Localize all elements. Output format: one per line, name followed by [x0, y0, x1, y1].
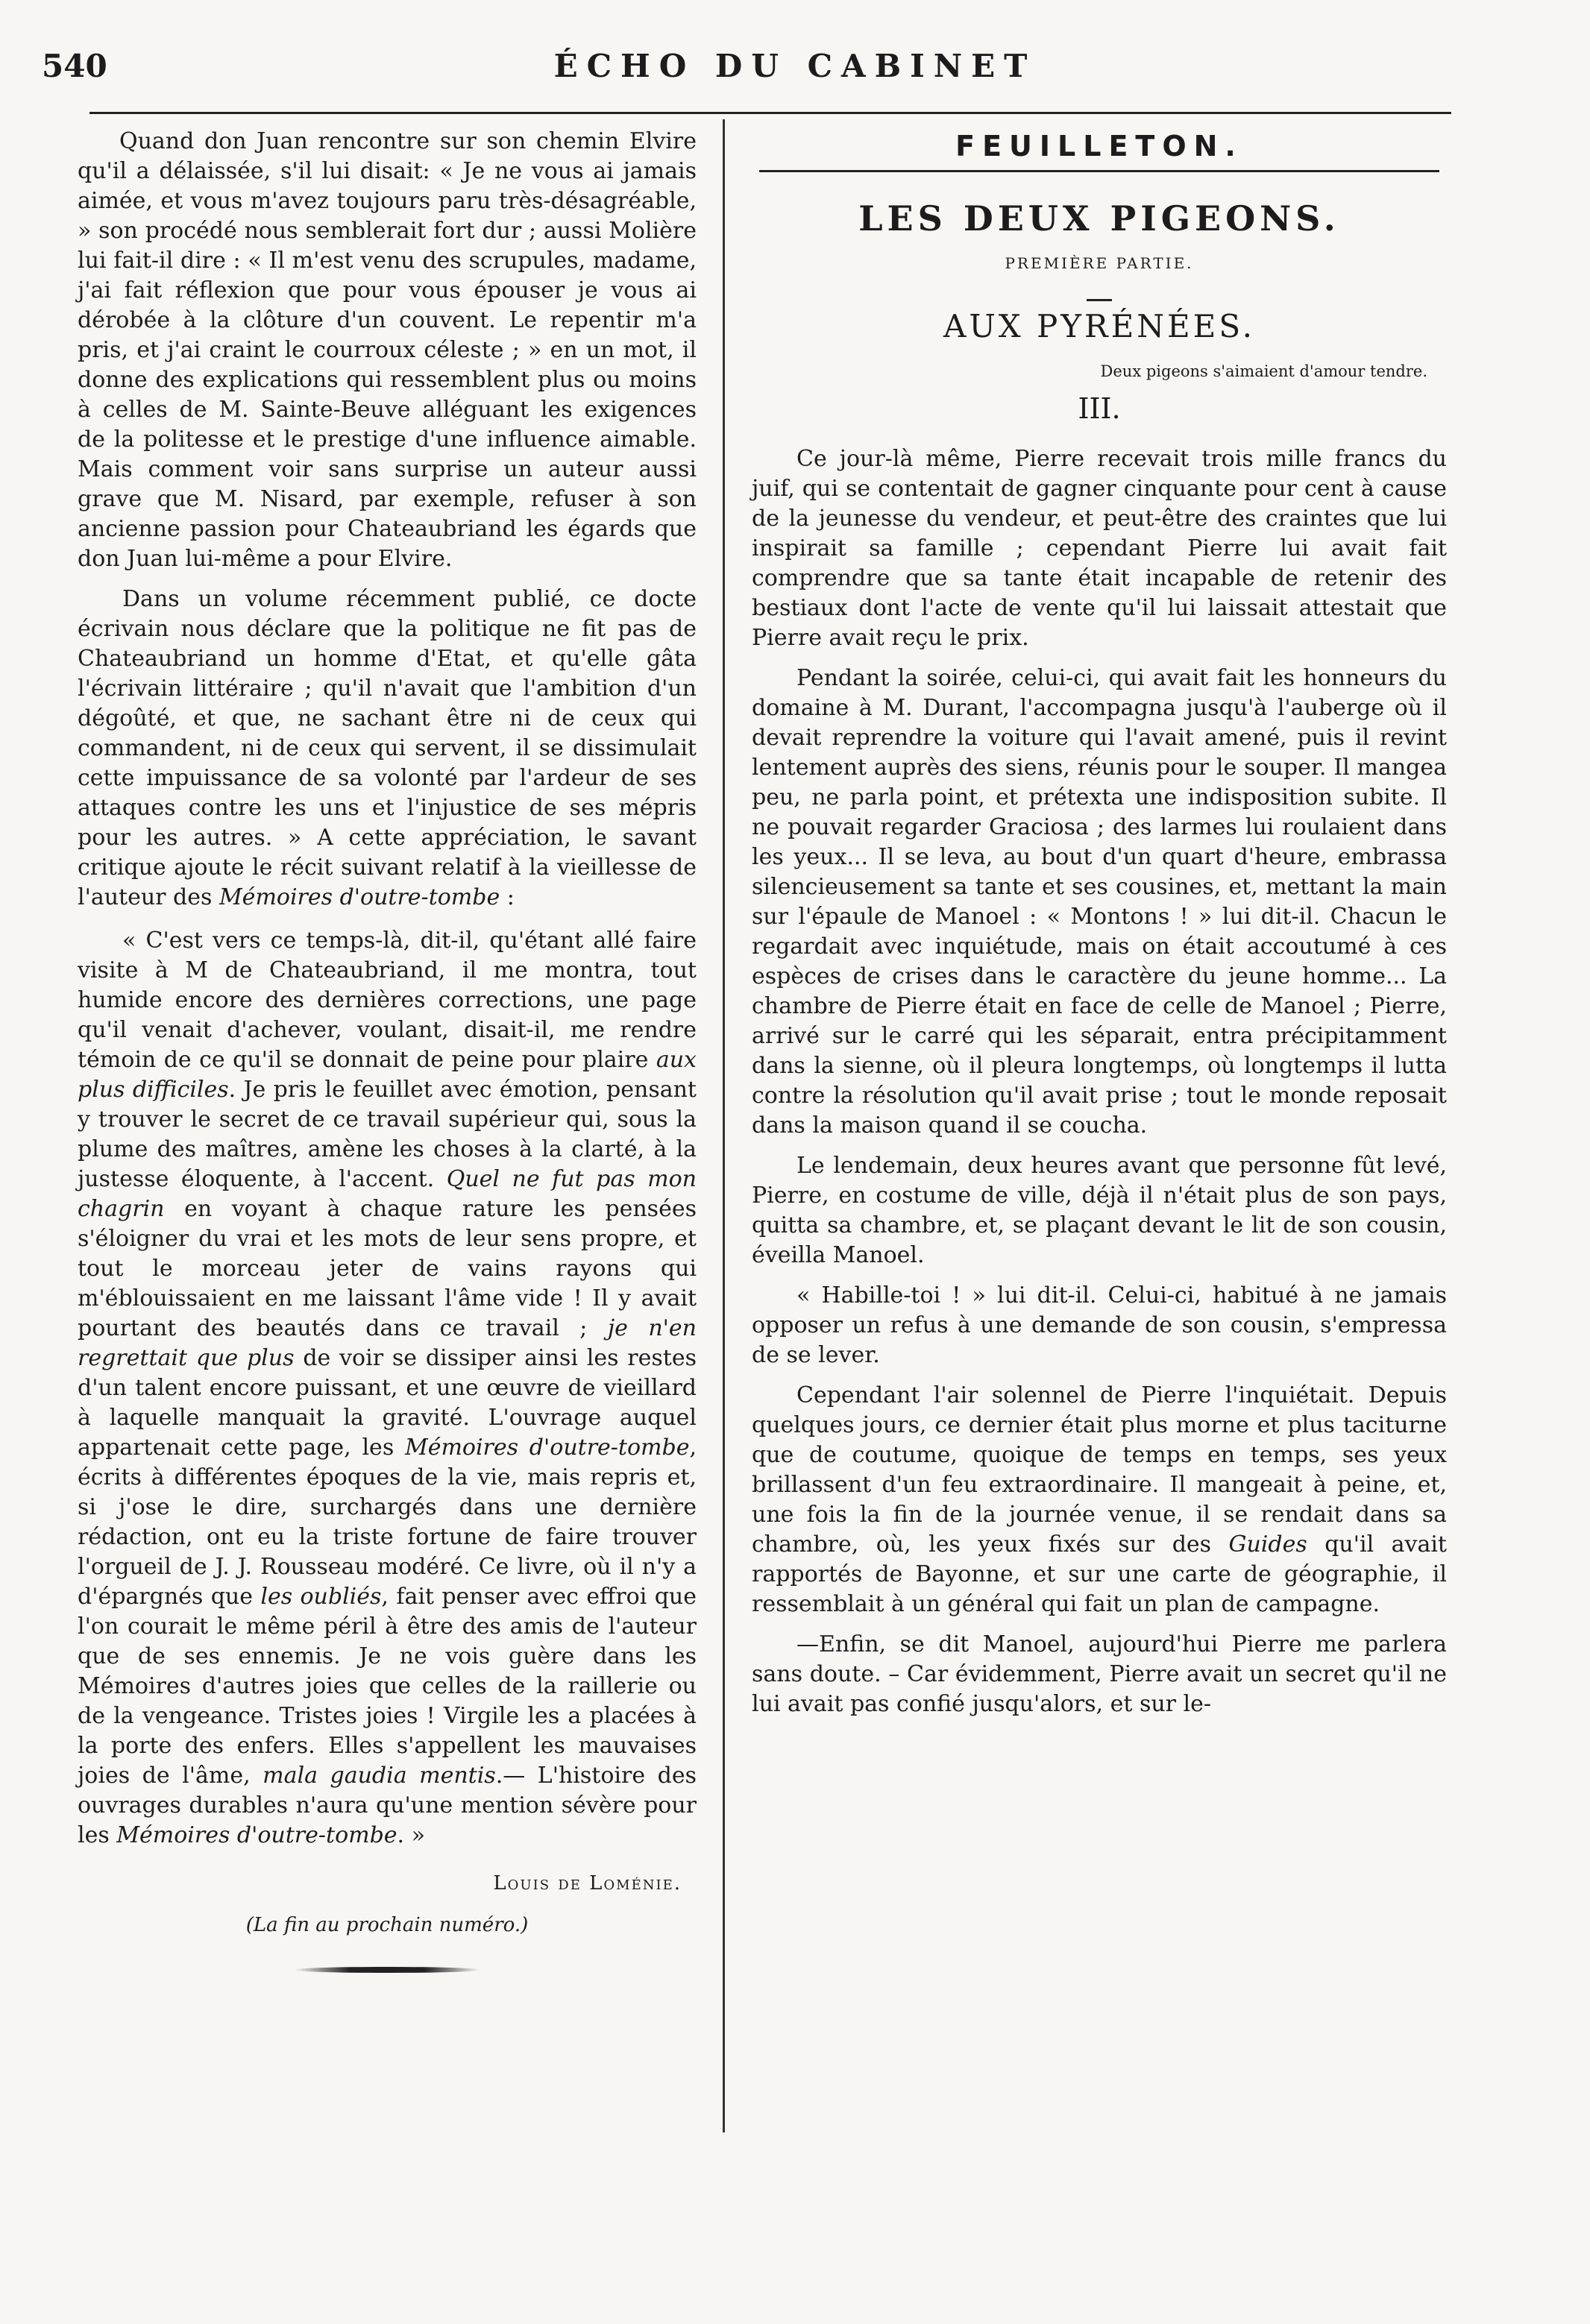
paragraph [752, 1381, 1447, 1619]
paragraph: Dans un volume récemment publié, ce docte écrivain nous déclare que la politique ne fit pas de Chateaubriand un homme d'Etat, et qu'elle gâta l'écrivain littéraire ; qu'il n'avait que l'ambition d'un dégoûté, et que, ne sachant être ni de ceux qui commandent, ni de ceux qui servent, il se dissimulait cette impuissance de sa volonté par l'ardeur de ses attaques contre les uns et l'injustice de ses mépris pour les autres. » A cette appréciation, le savant critique ajoute le récit suivant relatif à la vieillesse de l'auteur des Mémoires d'outre-tombe : [78, 586, 697, 910]
italic-phrase: Quel ne fut pas mon chagrin [78, 1166, 697, 1222]
paragraph-text: Dans un volume récemment publié, ce docte écrivain nous déclare que la politique ne fit pas de Chateaubriand un homme d'Etat, et qu'elle gâta l'écrivain littéraire ; qu'il n'avait que l'ambition d'un dégoûté, et que, ne sachant être ni de ceux qui commandent, ni de ceux qui servent, il se dissimulait cette impuissance de sa volonté par l'ardeur de ses attaques contre les uns et l'injustice de ses mépris pour les autres. » A cette appréciation, le savant critique ajoute le récit suivant relatif à la vieillesse de l'auteur des [78, 586, 697, 910]
author-signature: Louis de Loménie. [493, 1872, 682, 1895]
quote-text: « C'est vers ce temps-là, dit-il, qu'étant allé faire visite à M de Chateaubriand, il me montra, tout humide encore des dernières corrections, une page qu'il venait d'achever, voulant, disait-il, me rendre témoin de ce qu'il se donnait de peine pour plaire [78, 928, 697, 1073]
section-title: AUX PYRÉNÉES. [943, 308, 1255, 344]
section-label: FEUILLETON. [955, 130, 1243, 163]
part-label: PREMIÈRE PARTIE. [1005, 254, 1194, 272]
header-rule [89, 112, 1451, 114]
paragraph-text: Cependant l'air solennel de Pierre l'inquiétait. Depuis quelques jours, ce dernier était plus morne et plus taciturne que de coutume, quoique de temps en temps, ses yeux brillassent d'un feu extraordinaire. Il mangeait à peine, et, une fois la fin de la journée venue, il se rendait dans sa chambre, où, les yeux fixés sur des [752, 1382, 1447, 1558]
quote-text: , écrits à différentes époques de la vie, mais repris et, si j'ose le dire, surchargés dans une dernière rédaction, ont eu la triste fortune de faire trouver l'orgueil de J. J. Rousseau modéré. Ce livre, où il n'y a d'épargnés que [78, 1435, 697, 1610]
paragraph: —Enfin, se dit Manoel, aujourd'hui Pierre me parlera sans doute. – Car évidemment, Pierre avait un secret qu'il ne lui avait pas confié jusqu'alors, et sur le- [752, 1631, 1447, 1717]
paragraph: « Habille-toi ! » lui dit-il. Celui-ci, habitué à ne jamais opposer un refus à une demande de son cousin, s'empressa de se lever. [752, 1282, 1447, 1368]
quote-text: . » [397, 1822, 425, 1848]
paragraph: Ce jour-là même, Pierre recevait trois mille francs du juif, qui se contentait de gagner cinquante pour cent à cause de la jeunesse du vendeur, et peut-être des craintes que lui inspirait sa famille ; cependant Pierre lui avait fait comprendre que sa tante était incapable de retenir des bestiaux dont l'acte de vente qu'il lui laissait attestait que Pierre avait reçu le prix. [752, 446, 1447, 651]
italic-title: Mémoires d'outre-tombe [219, 884, 500, 910]
epigraph: Deux pigeons s'aimaient d'amour tendre. [1100, 362, 1427, 380]
quote-text: . Je pris le feuillet avec émotion, pensant y trouver le secret de ce travail supérieur qui, sous la plume des maîtres, amène les choses à la clarté, à la justesse éloquente, à l'accent. [78, 1077, 697, 1192]
quote-text: de voir se dissiper ainsi les restes d'un talent encore puissant, et une œuvre de vieillard à laquelle manquait la gravité. L'ouvrage auquel appartenait cette page, les [78, 1345, 697, 1461]
italic-phrase: je n'en regrettait que plus [78, 1315, 697, 1371]
column-divider [723, 119, 725, 2132]
italic-title: Mémoires d'outre-tombe [404, 1435, 690, 1461]
quote-text: en voyant à chaque rature les pensées s'éloigner du vrai et les mots de leur sens propre, et tout le morceau jeter de vains rayons qui m'éblouissaient en me laissant l'âme vide ! Il y avait pourtant des beautés dans ce travail ; [78, 1196, 697, 1341]
left-column [78, 127, 697, 1973]
italic-title: Mémoires d'outre-tombe [116, 1822, 398, 1848]
end-ornament [294, 1967, 480, 1973]
paragraph-text: qu'il avait rapportés de Bayonne, et sur une carte de géographie, il ressemblait à un général qui fait un plan de campagne. [752, 1531, 1447, 1617]
paragraph: Pendant la soirée, celui-ci, qui avait fait les honneurs du domaine à M. Durant, l'accompagna jusqu'à l'auberge où il devait reprendre la voiture qui l'avait amené, puis il revint lentement auprès des siens, réunis pour le souper. Il mangea peu, ne parla point, et prétexta une indisposition subite. Il ne pouvait regarder Graciosa ; des larmes lui roulaient dans les yeux... Il se leva, au bout d'un quart d'heure, embrassa silencieusement sa tante et ses cousines, et, mettant la main sur l'épaule de Manoel : « Montons ! » lui dit-il. Chacun le regardait avec inquiétude, mais on était accoutumé à ces espèces de crises dans le caractère du jeune homme... La chambre de Pierre était en face de celle de Manoel ; Pierre, arrivé sur le carré qui les séparait, entra précipitamment dans la sienne, où il pleura longtemps, où longtemps il lutta contre la résolution qu'il avait prise ; tout le monde reposait dans la maison quand il se coucha. [752, 665, 1447, 1139]
short-rule [1087, 299, 1112, 301]
running-title: ÉCHO DU CABINET [553, 48, 1037, 84]
section-rule [759, 170, 1439, 172]
paragraph: Le lendemain, deux heures avant que personne fût levé, Pierre, en costume de ville, déjà il n'était plus de son pays, quitta sa chambre, et, se plaçant devant le lit de son cousin, éveilla Manoel. [752, 1153, 1447, 1268]
italic-phrase: mala gaudia mentis [263, 1763, 496, 1789]
quote-paragraph [78, 926, 697, 1851]
paragraph: Quand don Juan rencontre sur son chemin Elvire qu'il a délaissée, s'il lui disait: « Je ne vous ai jamais aimée, et vous m'avez toujours paru très-désagréable, » son procédé nous semblerait fort dur ; aussi Molière lui fait-il dire : « Il m'est venu des scrupules, madame, j'ai fait réflexion que pour vous épouser je vous ai dérobée à la clôture d'un couvent. Le repentir m'a pris, et j'ai craint le courroux céleste ; » en un mot, il donne des explications qui ressemblent plus ou moins à celles de M. Sainte-Beuve alléguant les exigences de la politesse et le prestige d'une influence aimable. Mais comment voir sans surprise un auteur aussi grave que M. Nisard, par exemple, refuser à son ancienne passion pour Chateaubriand les égards que don Juan lui-même a pour Elvire. [78, 128, 697, 572]
chapter-number: III. [1078, 392, 1121, 425]
quote-text: .— L'histoire des ouvrages durables n'aura qu'une mention sévère pour les [78, 1763, 697, 1848]
right-column [752, 127, 1447, 1730]
quote-text: , fait penser avec effroi que l'on courait le même péril à être des amis de l'auteur que de ses ennemis. Je ne vois guère dans les Mémoires d'autres joies que celles de la raillerie ou de la vengeance. Tristes joies ! Virgile les a placées à la porte des enfers. Elles s'appellent les mauvaises joies de l'âme, [78, 1584, 697, 1789]
italic-phrase: aux plus difficiles [78, 1047, 697, 1103]
italic-phrase: les oubliés [260, 1584, 382, 1610]
page-number: 540 [42, 48, 107, 84]
continuation-note: (La fin au prochain numéro.) [245, 1914, 529, 1936]
italic-word: Guides [1228, 1531, 1307, 1558]
story-title: LES DEUX PIGEONS. [858, 198, 1340, 239]
